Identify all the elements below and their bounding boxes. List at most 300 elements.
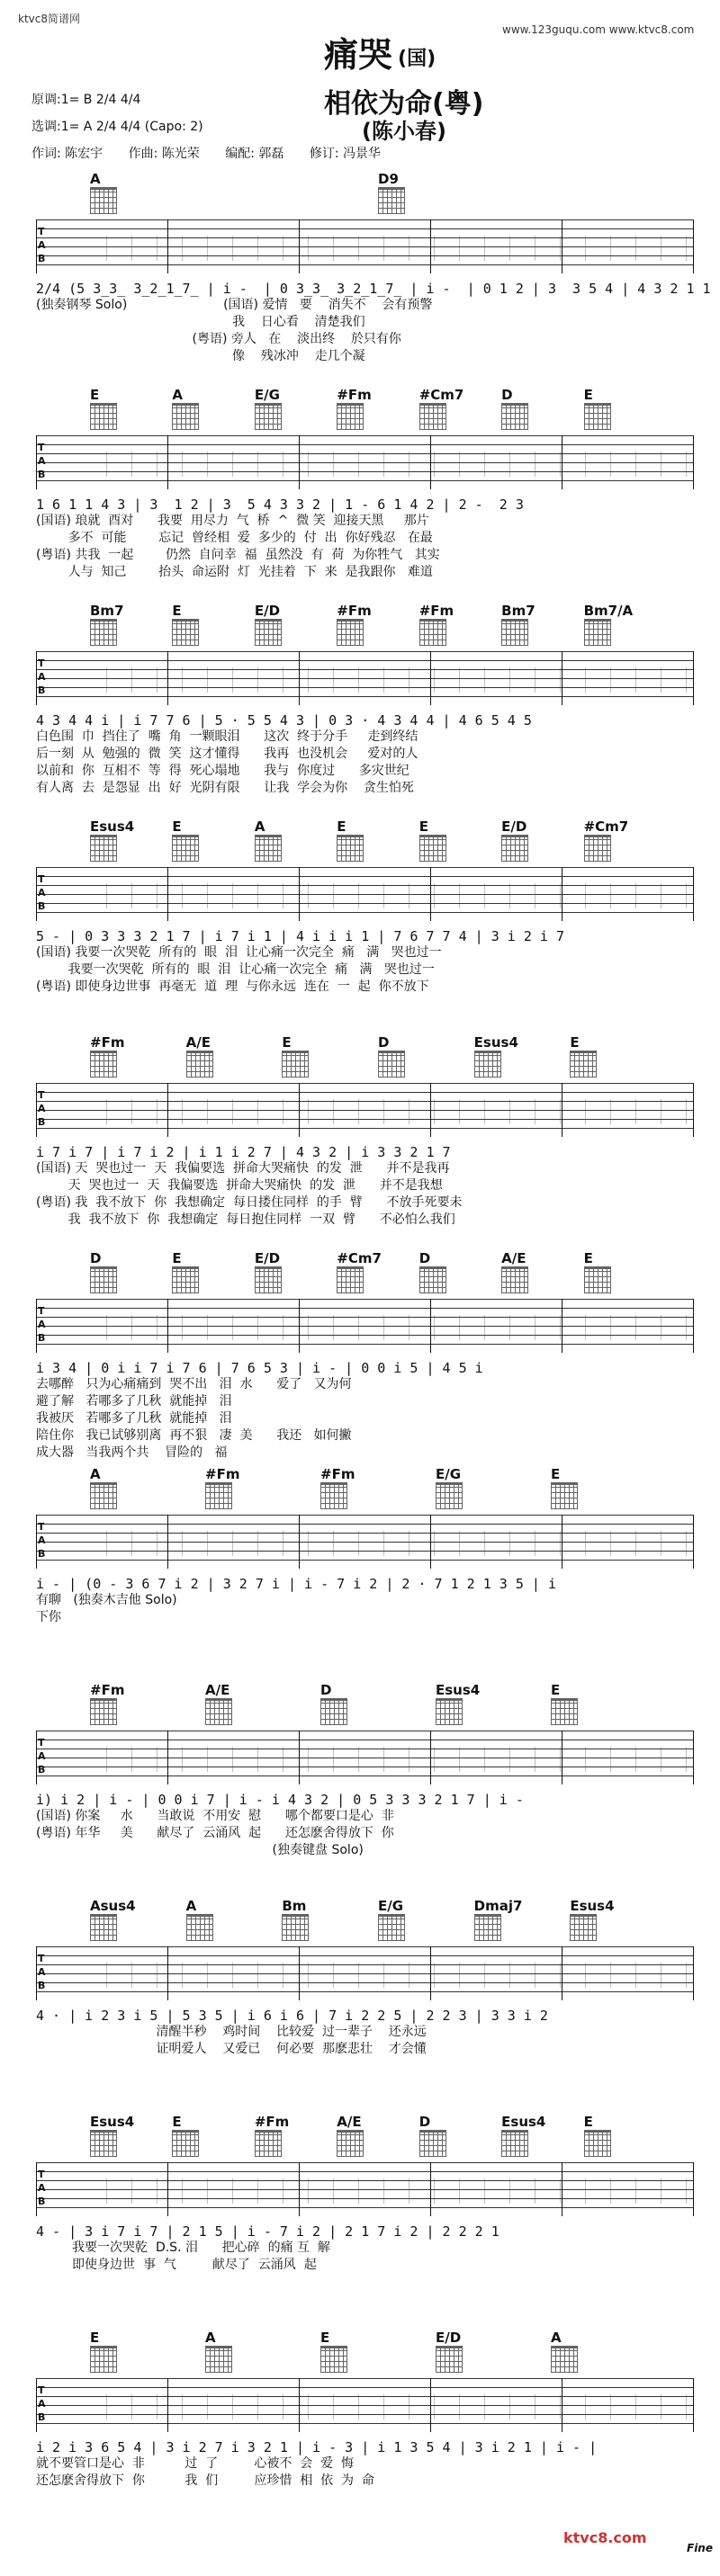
bar-line <box>36 1731 37 1784</box>
chord-diagram <box>551 2346 578 2373</box>
chord-diagram <box>584 619 611 646</box>
chord-name: D <box>378 1034 390 1051</box>
lyric-line: 多不 可能 忘记 曾经相 爱 多少的 付 出 你好残忍 在最 <box>36 531 433 545</box>
bar-line <box>36 2162 37 2216</box>
tab-staff <box>36 1731 693 1784</box>
lyric-line: 以前和 你 互相不 等 得 死心塌地 我与 你度过 多灾世纪 <box>36 764 410 778</box>
chord-diagram <box>436 1698 463 1725</box>
chord-name: E <box>282 1034 292 1051</box>
bar-line <box>299 1946 300 2000</box>
title-mark: (国) <box>398 48 436 70</box>
chord-name: E/D <box>254 1250 281 1266</box>
bar-line <box>36 1946 37 2000</box>
lyric-line: (国语) 天 哭也过一 天 我偏要选 拼命大哭痛快 的发 泄 并不是我再 <box>36 1161 450 1176</box>
bar-line <box>167 1946 168 2000</box>
chord-name: Bm7 <box>501 603 536 619</box>
bar-line <box>430 651 431 705</box>
bar-line <box>167 2378 168 2432</box>
chord-diagram <box>90 1914 117 1941</box>
numbered-notation: i 7 i 7 | i 7 i 2 | i 1 i 2 7 | 4 3 2 | i 3 3 2 1 7 <box>36 1144 451 1160</box>
chord-name: E <box>172 1250 182 1266</box>
chord-diagram <box>419 835 446 862</box>
chord-name: #Fm <box>320 1466 356 1482</box>
lyric-line: 我 我不放下 你 我想确定 每日抱住同样 一双 臂 不必怕么我们 <box>36 1212 455 1227</box>
tab-clef: T A B <box>38 442 46 480</box>
tab-notes <box>90 883 693 908</box>
chord-name: E <box>570 1034 580 1051</box>
numbered-notation: i - | (0 - 3 6 7 i 2 | 3 2 7 i | i - 7 i 2 | 2 · 7 1 2 1 3 5 | i <box>36 1576 556 1592</box>
composer: 作曲: 陈光荣 <box>128 147 200 161</box>
bar-line <box>430 1299 431 1353</box>
chord-diagram <box>90 1698 117 1725</box>
chord-diagram <box>90 1482 117 1509</box>
bar-line <box>36 1083 37 1137</box>
tab-staff <box>36 435 693 489</box>
chosen-key: 选调:1= A 2/4 4/4 (Capo: 2) <box>32 120 203 134</box>
tab-clef: T A B <box>38 1089 46 1128</box>
fine-mark: Fine <box>687 2542 713 2554</box>
lyric-line: 就不要管口是心 非 过 了 心被不 会 爱 悔 <box>36 2456 355 2471</box>
chord-diagram <box>90 187 117 214</box>
tab-clef: T A B <box>38 657 46 696</box>
chord-diagram <box>337 835 364 862</box>
chord-row <box>36 1034 693 1061</box>
chord-name: #Fm <box>418 603 454 619</box>
chord-name: A <box>172 387 184 403</box>
tab-staff <box>36 1515 693 1569</box>
watermark-logo: ktvc8.com <box>563 2529 647 2546</box>
bar-line <box>299 1299 300 1353</box>
bar-line <box>299 1731 300 1784</box>
bar-line <box>299 651 300 705</box>
lyric-line: 我 日心看 清楚我们 <box>36 315 365 329</box>
chord-name: E/D <box>436 2330 462 2346</box>
chord-name: E <box>418 818 428 835</box>
chord-row <box>36 1898 693 1925</box>
site-url: www.123guqu.com www.ktvc8.com <box>502 23 695 36</box>
bar-line <box>430 2162 431 2216</box>
chord-diagram <box>320 2346 347 2373</box>
tab-clef: T A B <box>38 226 46 264</box>
lyric-line: 成大器 当我两个共 冒险的 福 <box>36 1445 228 1460</box>
chord-row <box>36 2114 693 2141</box>
tab-clef: T A B <box>38 1953 46 1991</box>
chord-name: D <box>90 1250 102 1266</box>
chord-name: #Cm7 <box>418 387 464 403</box>
chord-diagram <box>172 1266 199 1293</box>
chord-diagram <box>205 2346 232 2373</box>
chord-name: E <box>90 387 100 403</box>
site-logo: ktvc8简谱网 <box>18 13 80 25</box>
numbered-notation: i 3 4 | 0 i i 7 i 7 6 | 7 6 5 3 | i - | 0 0 i 5 | 4 5 i <box>36 1360 483 1376</box>
bar-line <box>299 867 300 921</box>
chord-name: Bm7 <box>90 603 124 619</box>
chord-diagram <box>90 1266 117 1293</box>
chord-diagram <box>378 187 405 214</box>
chord-diagram <box>205 1482 232 1509</box>
chord-name: E <box>337 818 346 835</box>
bar-line <box>167 651 168 705</box>
tab-notes <box>90 2394 693 2419</box>
chord-name: A/E <box>337 2114 362 2130</box>
lyric-line: 后一刻 从 勉强的 微 笑 这才懂得 我再 也没机会 爱对的人 <box>36 747 418 761</box>
chord-diagram <box>90 2130 117 2157</box>
chord-diagram <box>337 403 364 430</box>
chord-name: #Fm <box>337 387 372 403</box>
chord-name: #Fm <box>90 1682 125 1698</box>
chord-diagram <box>501 2130 528 2157</box>
score-system <box>36 387 693 581</box>
chord-name: A <box>551 2330 562 2346</box>
score-system <box>36 2114 693 2274</box>
chord-name: E <box>551 1466 561 1482</box>
bar-line <box>167 1731 168 1784</box>
chord-name: #Cm7 <box>337 1250 382 1266</box>
song-title <box>324 27 436 76</box>
chord-diagram <box>255 403 282 430</box>
lyric-line: 证明爱人 又爱已 何必要 那麽悲壮 才会懂 <box>36 2042 427 2056</box>
bar-line <box>167 867 168 921</box>
tab-staff <box>36 2378 693 2432</box>
chord-diagram <box>90 403 117 430</box>
tab-notes <box>90 1747 693 1772</box>
chord-diagram <box>186 1914 213 1941</box>
chord-diagram <box>255 619 282 646</box>
lyric-line: 即使身边世 事 气 献尽了 云涌风 起 <box>36 2258 317 2272</box>
chord-diagram <box>584 1266 611 1293</box>
lyricist: 作词: 陈宏宇 <box>32 147 104 161</box>
tab-staff <box>36 867 693 921</box>
lyric-line: (粤语) 旁人 在 淡出终 於只有你 <box>36 332 401 346</box>
chord-diagram <box>337 1266 364 1293</box>
chord-diagram <box>186 1051 213 1078</box>
chord-name: #Fm <box>254 2114 290 2130</box>
lyric-line: 白色围 巾 挡住了 嘴 角 一颗眼泪 这次 终于分手 走到终结 <box>36 729 418 744</box>
lyric-line: 人与 知己 抬头 命运附 灯 光挂着 下 来 是我跟你 难道 <box>36 565 433 579</box>
lyric-line: (国语) 琅就 酉对 我要 用尽力 气 桥 ^ 微 笑 迎接天黑 那片 <box>36 514 429 528</box>
bar-line <box>693 1731 694 1784</box>
chord-name: #Fm <box>205 1466 240 1482</box>
lyric-line: 我要一次哭乾 D.S. 泪 把心碎 的痛 互 解 <box>36 2241 330 2255</box>
numbered-notation: i 2 i 3 6 5 4 | 3 i 2 7 i 3 2 1 | i - 3 | i 1 3 5 4 | 3 i 2 1 | i - | <box>36 2439 598 2455</box>
tab-clef: T A B <box>38 1737 46 1775</box>
chord-name: #Cm7 <box>583 818 629 835</box>
chord-diagram <box>436 2346 463 2373</box>
bar-line <box>693 2162 694 2216</box>
chord-name: E/G <box>254 387 280 403</box>
numbered-notation: 1 6 1 1 4 3 | 3 1 2 | 3 5 4 3 3 2 | 1 - 6 1 4 2 | 2 - 2 3 <box>36 496 524 513</box>
chord-diagram <box>436 1482 463 1509</box>
bar-line <box>167 1515 168 1569</box>
tab-clef: T A B <box>38 2169 46 2207</box>
lyric-line: (粤语) 即使身边世事 再毫无 道 理 与你永远 连在 一 起 你不放下 <box>36 979 429 994</box>
tab-notes <box>90 1963 693 1988</box>
bar-line <box>693 2378 694 2432</box>
tab-staff <box>36 1946 693 2000</box>
chord-name: #Fm <box>90 1034 125 1051</box>
score-system <box>36 1682 693 1859</box>
chord-diagram <box>172 835 199 862</box>
bar-line <box>693 435 694 489</box>
bar-line <box>430 2378 431 2432</box>
chord-diagram <box>501 835 528 862</box>
lyric-line: (国语) 我要一次哭乾 所有的 眼 泪 让心痛一次完全 痛 满 哭也过一 <box>36 945 442 960</box>
score-system <box>36 171 711 365</box>
score-system <box>36 1466 693 1626</box>
bar-line <box>299 1083 300 1137</box>
tab-notes <box>90 667 693 693</box>
score-system <box>36 1034 693 1229</box>
bar-line <box>36 867 37 921</box>
chord-diagram <box>172 403 199 430</box>
chord-name: E <box>583 387 593 403</box>
chord-name: D <box>320 1682 332 1698</box>
bar-line <box>430 1731 431 1784</box>
bar-line <box>299 219 300 273</box>
chord-row <box>36 1682 693 1709</box>
chord-diagram <box>172 2130 199 2157</box>
chord-diagram <box>90 2346 117 2373</box>
chord-name: Dmaj7 <box>473 1898 523 1914</box>
tab-staff <box>36 1299 693 1353</box>
lyric-line: 我要一次哭乾 所有的 眼 泪 让心痛一次完全 痛 满 哭也过一 <box>36 962 435 977</box>
lyric-line: (国语) 你案 水 当敢说 不用安 慰 哪个都要口是心 非 <box>36 1809 394 1823</box>
bar-line <box>693 867 694 921</box>
chord-name: #Fm <box>337 603 372 619</box>
score-system <box>36 818 693 996</box>
bar-line <box>167 1083 168 1137</box>
lyric-line: 有人离 去 是怨显 出 好 光阴有限 让我 学会为你 贪生怕死 <box>36 781 414 795</box>
chord-name: D9 <box>378 171 399 187</box>
chord-name: Esus4 <box>570 1898 615 1914</box>
bar-line <box>430 1083 431 1137</box>
tab-notes <box>90 1099 693 1124</box>
bar-line <box>693 1299 694 1353</box>
chord-name: E <box>172 2114 182 2130</box>
lyric-line: 陪住你 我已试够别离 再不狠 凄 美 我还 如何撇 <box>36 1428 352 1443</box>
chord-diagram <box>474 1914 501 1941</box>
chord-diagram <box>378 1914 405 1941</box>
tab-clef: T A B <box>38 1521 46 1560</box>
tab-staff <box>36 1083 693 1137</box>
chord-diagram <box>90 835 117 862</box>
chord-name: E <box>320 2330 330 2346</box>
score-system <box>36 1898 693 2058</box>
chord-diagram <box>320 1482 347 1509</box>
chord-name: A/E <box>501 1250 526 1266</box>
lyric-line: 我被厌 若哪多了几秋 就能掉 泪 <box>36 1411 232 1426</box>
chord-name: E <box>551 1682 561 1698</box>
chord-row <box>36 1250 693 1277</box>
chord-name: D <box>418 1250 431 1266</box>
bar-line <box>693 1083 694 1137</box>
chord-row <box>36 1466 693 1493</box>
chord-name: Bm7/A <box>583 603 634 619</box>
chord-diagram <box>551 1482 578 1509</box>
title-text: 痛哭 <box>324 35 393 75</box>
chord-diagram <box>282 1914 309 1941</box>
bar-line <box>430 867 431 921</box>
bar-line <box>693 219 694 273</box>
bar-line <box>430 1946 431 2000</box>
chord-diagram <box>584 835 611 862</box>
chord-diagram <box>570 1914 597 1941</box>
chord-diagram <box>255 2130 282 2157</box>
chord-diagram <box>320 1698 347 1725</box>
chord-name: A <box>90 1466 101 1482</box>
lyric-line: 清醒半秒 鸡时间 比较爱 过一辈子 还永远 <box>36 2025 427 2039</box>
lyric-line: 有聊 (独奏木吉他 Solo) <box>36 1593 177 1607</box>
chord-diagram <box>255 835 282 862</box>
chord-name: A <box>205 2330 216 2346</box>
chord-diagram <box>378 1051 405 1078</box>
chord-row <box>36 818 693 845</box>
chord-diagram <box>584 403 611 430</box>
bar-line <box>36 2378 37 2432</box>
chord-name: A/E <box>205 1682 230 1698</box>
chord-name: D <box>501 387 513 403</box>
chord-name: Esus4 <box>501 2114 546 2130</box>
bar-line <box>430 1515 431 1569</box>
bar-line <box>299 1515 300 1569</box>
lyric-line: 下你 <box>36 1610 61 1624</box>
chord-row <box>36 171 693 198</box>
chord-diagram <box>90 1051 117 1078</box>
chord-diagram <box>501 619 528 646</box>
lyric-line: (独奏键盘 Solo) <box>36 1843 364 1857</box>
score-system <box>36 1250 693 1462</box>
chord-diagram <box>337 619 364 646</box>
numbered-notation: 5 - | 0 3 3 3 2 1 7 | i 7 i 1 | 4 i i i 1 | 7 6 7 7 4 | 3 i 2 i 7 <box>36 928 564 944</box>
numbered-notation: 4 3 4 4 i | i 7 7 6 | 5 · 5 5 4 3 | 0 3 · 4 3 4 4 | 4 6 5 4 5 <box>36 712 532 729</box>
score-system <box>36 603 693 797</box>
lyric-line: (独奏钢琴 Solo) (国语) 爱情 要 消失不 会有预警 <box>36 298 433 312</box>
bar-line <box>299 2378 300 2432</box>
tab-notes <box>90 2178 693 2204</box>
tab-clef: T A B <box>38 1305 46 1344</box>
chord-diagram <box>419 619 446 646</box>
chord-name: Esus4 <box>473 1034 518 1051</box>
bar-line <box>299 435 300 489</box>
arranger: 编配: 郭磊 <box>225 147 284 161</box>
bar-line <box>167 2162 168 2216</box>
chord-diagram <box>570 1051 597 1078</box>
lyric-line: (粤语) 年华 美 献尽了 云涌风 起 还怎麽舍得放下 你 <box>36 1826 394 1840</box>
tab-notes <box>90 236 693 261</box>
numbered-notation: 2/4 (5 3̲3̲ 3̲2̲1̲7̲ | i - | 0 3̲3̲ 3̲2̲1̲7̲ | i - | 0 1 2 | 3 3 5 4 | 4 3 2 1 1 <box>36 281 711 297</box>
chord-name: Esus4 <box>90 818 135 835</box>
bar-line <box>430 435 431 489</box>
chord-name: Esus4 <box>436 1682 481 1698</box>
chord-name: E/D <box>501 818 527 835</box>
song-subtitle: 相依为命(粤) <box>324 88 484 120</box>
chord-name: A <box>254 818 266 835</box>
chord-diagram <box>419 2130 446 2157</box>
chord-diagram <box>474 1051 501 1078</box>
bar-line <box>167 219 168 273</box>
singer-name: (陈小春) <box>362 119 446 144</box>
chord-diagram <box>501 403 528 430</box>
lyric-line: (粤语) 共我 一起 仍然 自问幸 福 虽然没 有 荷 为你牲气 其实 <box>36 548 440 562</box>
chord-row <box>36 603 693 630</box>
chord-name: E/D <box>254 603 281 619</box>
chord-diagram <box>337 2130 364 2157</box>
chord-name: Asus4 <box>90 1898 136 1914</box>
bar-line <box>36 651 37 705</box>
tab-staff <box>36 2162 693 2216</box>
tab-notes <box>90 452 693 477</box>
chord-name: A <box>185 1898 197 1914</box>
bar-line <box>299 2162 300 2216</box>
chord-name: E <box>583 2114 593 2130</box>
lyric-line: 还怎麽舍得放下 你 我 们 应珍惜 相 依 为 命 <box>36 2473 374 2488</box>
lyric-line: 避了解 若哪多了几秋 就能掉 泪 <box>36 1394 232 1409</box>
chord-name: Esus4 <box>90 2114 135 2130</box>
chord-diagram <box>90 619 117 646</box>
chord-name: E <box>583 1250 593 1266</box>
score-system <box>36 2330 693 2490</box>
tab-notes <box>90 1531 693 1556</box>
chord-name: E <box>90 2330 100 2346</box>
tab-clef: T A B <box>38 2384 46 2423</box>
tab-staff <box>36 219 693 273</box>
tab-staff <box>36 651 693 705</box>
chord-name: A <box>90 171 101 187</box>
chord-diagram <box>419 1266 446 1293</box>
chord-name: Bm <box>282 1898 307 1914</box>
numbered-notation: 4 - | 3 i 7 i 7 | 2 1 5 | i - 7 i 2 | 2 1 7 i 2 | 2 2 2 1 <box>36 2223 500 2240</box>
chord-name: E <box>172 603 182 619</box>
chord-diagram <box>419 403 446 430</box>
numbered-notation: 4 · | i 2 3 i 5 | 5 3 5 | i 6 i 6 | 7 i 2 2 5 | 2 2 3 | 3 3 i 2 <box>36 2008 548 2024</box>
chord-name: D <box>418 2114 431 2130</box>
bar-line <box>36 219 37 273</box>
chord-row <box>36 2330 693 2357</box>
bar-line <box>167 435 168 489</box>
chord-diagram <box>551 1698 578 1725</box>
lyric-line: 像 残冰冲 走几个凝 <box>36 349 365 363</box>
numbered-notation: i) i 2 | i - | 0 0 i 7 | i - i 4 3 2 | 0 5 3 3 3 2 1 7 | i - <box>36 1792 524 1808</box>
chord-name: E/G <box>378 1898 404 1914</box>
original-key: 原调:1= B 2/4 4/4 <box>32 93 141 107</box>
bar-line <box>693 651 694 705</box>
chord-diagram <box>255 1266 282 1293</box>
bar-line <box>36 1515 37 1569</box>
chord-name: E <box>172 818 182 835</box>
bar-line <box>167 1299 168 1353</box>
lyric-line: 去哪醉 只为心痛痛到 哭不出 泪 水 爱了 又为何 <box>36 1377 352 1391</box>
bar-line <box>693 1946 694 2000</box>
chord-diagram <box>501 1266 528 1293</box>
chord-diagram <box>584 2130 611 2157</box>
bar-line <box>430 219 431 273</box>
chord-diagram <box>205 1698 232 1725</box>
credits-line <box>32 144 402 162</box>
editor: 修订: 冯景华 <box>309 147 382 161</box>
chord-name: A/E <box>185 1034 211 1051</box>
chord-diagram <box>172 619 199 646</box>
chord-name: E/G <box>436 1466 462 1482</box>
lyric-line: (粤语) 我 我不放下 你 我想确定 每日搂住同样 的手 臂 不放手死要未 <box>36 1195 463 1210</box>
bar-line <box>36 435 37 489</box>
tab-clef: T A B <box>38 873 46 912</box>
bar-line <box>36 1299 37 1353</box>
chord-row <box>36 387 693 414</box>
chord-diagram <box>282 1051 309 1078</box>
bar-line <box>693 1515 694 1569</box>
lyric-line: 天 哭也过一 天 我偏要选 拼命大哭痛快 的发 泄 并不是我想 <box>36 1178 443 1193</box>
tab-notes <box>90 1315 693 1340</box>
